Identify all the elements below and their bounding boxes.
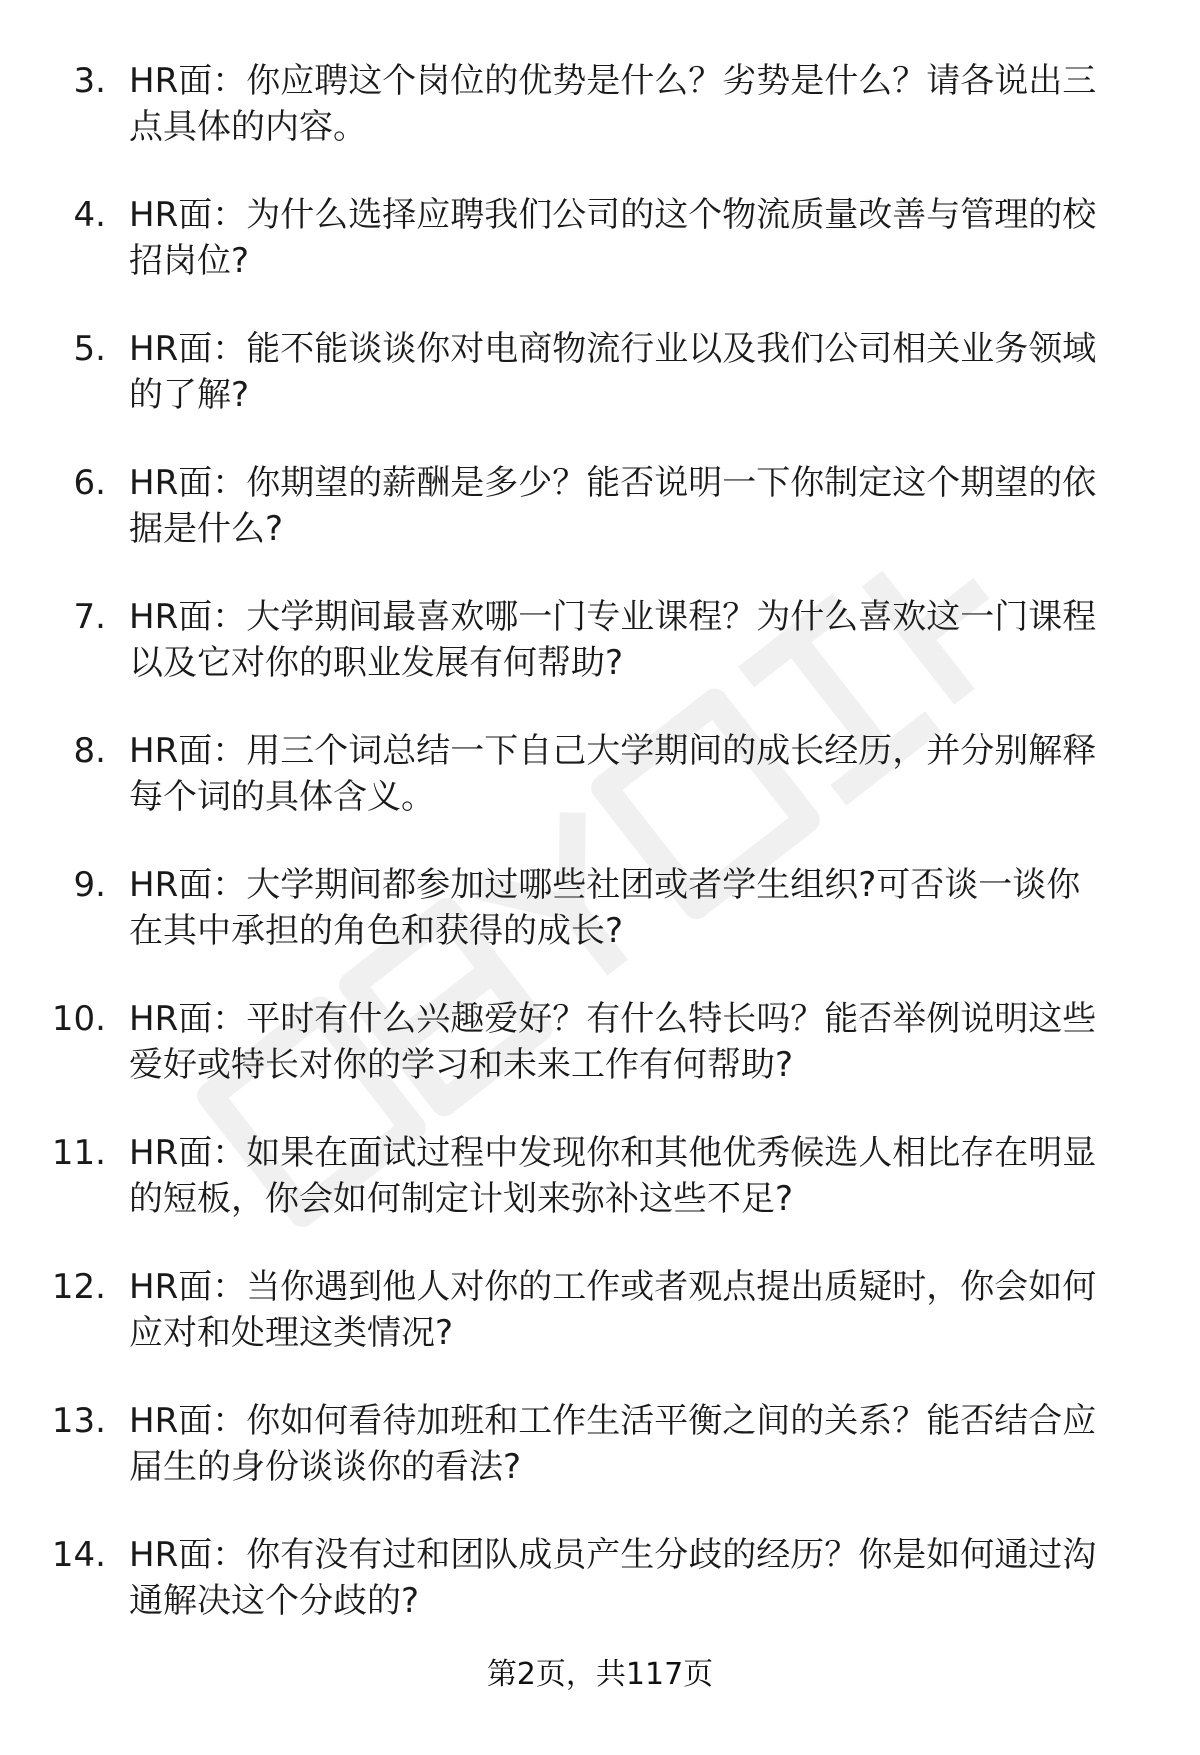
- question-prefix: HR面：: [129, 1401, 247, 1441]
- question-line-2: 每个词的具体含义。: [129, 777, 435, 817]
- question-number: 14.: [51, 1535, 106, 1575]
- question-line-1: [129, 996, 1157, 1042]
- question-line-1: [129, 1130, 1157, 1176]
- question-line-1: [129, 1398, 1157, 1444]
- question-number: 7.: [73, 597, 106, 637]
- question-number: 6.: [73, 463, 106, 503]
- question-line-1: [129, 862, 1157, 908]
- question-line-2: 点具体的内容。: [129, 107, 367, 147]
- question-line-2: 通解决这个分歧的?: [129, 1581, 420, 1621]
- question-line-2: 的了解?: [129, 375, 250, 415]
- question-prefix: HR面：: [129, 463, 247, 503]
- list-item: [0, 58, 1200, 192]
- question-text: 平时有什么兴趣爱好？有什么特长吗？能否举例说明这些: [246, 999, 1097, 1039]
- question-line-1: [129, 326, 1157, 372]
- question-number: 4.: [73, 195, 106, 235]
- question-text: 如果在面试过程中发现你和其他优秀候选人相比存在明显: [246, 1133, 1097, 1173]
- question-prefix: HR面：: [129, 999, 247, 1039]
- question-line-1: [129, 192, 1157, 238]
- question-text: 当你遇到他人对你的工作或者观点提出质疑时，你会如何: [246, 1267, 1097, 1307]
- list-item: [0, 862, 1200, 996]
- question-number: 12.: [51, 1267, 106, 1307]
- question-prefix: HR面：: [129, 731, 247, 771]
- question-number: 9.: [73, 865, 106, 905]
- question-prefix: HR面：: [129, 865, 247, 905]
- question-line-2: 在其中承担的角色和获得的成长?: [129, 911, 624, 951]
- question-text: 你如何看待加班和工作生活平衡之间的关系？能否结合应: [246, 1401, 1097, 1441]
- question-prefix: HR面：: [129, 61, 247, 101]
- question-prefix: HR面：: [129, 597, 247, 637]
- list-item: [0, 1398, 1200, 1532]
- question-text: 用三个词总结一下自己大学期间的成长经历，并分别解释: [246, 731, 1097, 771]
- question-number: 10.: [51, 999, 106, 1039]
- question-line-1: [129, 728, 1157, 774]
- question-text: 大学期间最喜欢哪一门专业课程？为什么喜欢这一门课程: [246, 597, 1097, 637]
- question-line-2: 以及它对你的职业发展有何帮助?: [129, 643, 624, 683]
- question-text: 能不能谈谈你对电商物流行业以及我们公司相关业务领域: [246, 329, 1097, 369]
- question-line-2: 届生的身份谈谈你的看法?: [129, 1447, 522, 1487]
- list-item: [0, 460, 1200, 594]
- list-item: [0, 728, 1200, 862]
- question-prefix: HR面：: [129, 1133, 247, 1173]
- question-prefix: HR面：: [129, 195, 247, 235]
- question-line-1: [129, 460, 1157, 506]
- question-line-1: [129, 594, 1157, 640]
- list-item: [0, 192, 1200, 326]
- question-text: 为什么选择应聘我们公司的这个物流质量改善与管理的校: [246, 195, 1097, 235]
- question-line-2: 招岗位?: [129, 241, 250, 281]
- question-line-2: 应对和处理这类情况?: [129, 1313, 454, 1353]
- question-line-1: [129, 1532, 1157, 1578]
- list-item: [0, 326, 1200, 460]
- list-item: [0, 1264, 1200, 1398]
- question-prefix: HR面：: [129, 1535, 247, 1575]
- question-prefix: HR面：: [129, 329, 247, 369]
- question-list: [0, 58, 1200, 1666]
- question-number: 5.: [73, 329, 106, 369]
- list-item: [0, 1532, 1200, 1666]
- question-line-1: [129, 58, 1157, 104]
- list-item: [0, 594, 1200, 728]
- question-line-2: 的短板，你会如何制定计划来弥补这些不足?: [129, 1179, 794, 1219]
- question-line-2: 据是什么?: [129, 509, 284, 549]
- question-text: 大学期间都参加过哪些社团或者学生组织?可否谈一谈你: [246, 865, 1081, 905]
- question-text: 你应聘这个岗位的优势是什么？劣势是什么？请各说出三: [246, 61, 1097, 101]
- question-number: 8.: [73, 731, 106, 771]
- question-text: 你期望的薪酬是多少？能否说明一下你制定这个期望的依: [246, 463, 1097, 503]
- list-item: [0, 996, 1200, 1130]
- question-number: 13.: [51, 1401, 106, 1441]
- page-footer: 第2页，共117页: [486, 1657, 714, 1692]
- question-prefix: HR面：: [129, 1267, 247, 1307]
- question-number: 11.: [51, 1133, 106, 1173]
- question-line-2: 爱好或特长对你的学习和未来工作有何帮助?: [129, 1045, 794, 1085]
- question-text: 你有没有过和团队成员产生分歧的经历？你是如何通过沟: [246, 1535, 1097, 1575]
- question-line-1: [129, 1264, 1157, 1310]
- question-number: 3.: [73, 61, 106, 101]
- list-item: [0, 1130, 1200, 1264]
